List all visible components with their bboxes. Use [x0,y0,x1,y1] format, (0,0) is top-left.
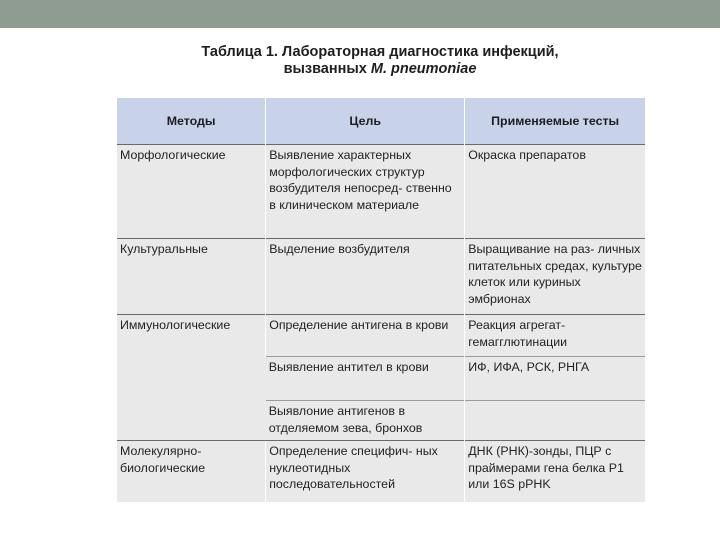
title-line-2-prefix: вызванных [283,61,371,77]
cell-goal: Выявление антител в крови [266,357,465,401]
cell-test: Выращивание на раз- личных питательных средах, культуре клеток или куриных эмбрионах [465,239,645,315]
cell-test: ИФ, ИФА, РСК, РНГА [465,357,645,401]
cell-goal: Выделение возбудителя [266,239,465,315]
cell-test: Окраска препаратов [465,145,645,239]
cell-goal: Определение специфич- ных нуклеотидных последовательностей [266,441,465,503]
header-methods: Методы [117,98,266,145]
top-banner [0,0,720,28]
cell-goal: Выявление характерных морфологических структур возбудителя непосред- ственно в клиническом материале [266,145,465,239]
cell-method: Культуральные [117,239,266,315]
cell-test: Реакция агрегат- гемагглютинации [465,315,645,357]
cell-goal: Определение антигена в крови [266,315,465,357]
cell-method: Молекулярно- биологические [117,441,266,503]
header-goal: Цель [266,98,465,145]
table-row [117,315,645,357]
table-row [117,239,645,315]
cell-method: Морфологические [117,145,266,239]
cell-goal: Выявлоние антигенов в отделяемом зева, бронхов [266,401,465,441]
cell-test: ДНК (РНК)-зонды, ПЦР с праймерами гена белка P1 или 16S pPHK [465,441,645,503]
cell-test [465,401,645,441]
diagnostics-table [117,98,645,502]
table-row [117,441,645,503]
title-line-2 [150,61,610,78]
header-tests: Применяемые тесты [465,98,645,145]
header-row [117,98,645,145]
table-title [150,44,610,78]
title-line-2-organism: M. pneumoniae [370,61,477,77]
title-line-1: Таблица 1. Лабораторная диагностика инфекций, [201,44,559,60]
cell-method: Иммунологические [117,315,266,441]
table-row [117,145,645,239]
